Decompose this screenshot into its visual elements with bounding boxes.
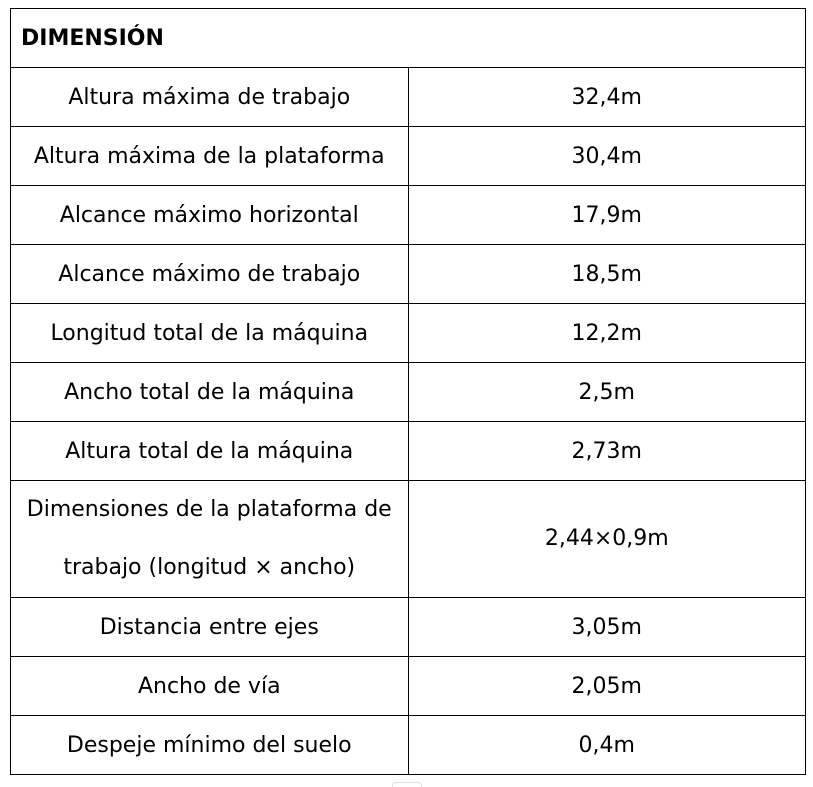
row-value: 2,5m xyxy=(408,363,806,422)
table-row xyxy=(11,657,806,716)
row-label: Alcance máximo horizontal xyxy=(11,186,409,245)
row-label: Altura total de la máquina xyxy=(11,422,409,481)
row-label: Despeje mínimo del suelo xyxy=(11,716,409,775)
row-value: 12,2m xyxy=(408,304,806,363)
table-row xyxy=(11,598,806,657)
table-row xyxy=(11,127,806,186)
dimension-table xyxy=(10,8,806,775)
row-label: Ancho de vía xyxy=(11,657,409,716)
row-value: 2,05m xyxy=(408,657,806,716)
table-row xyxy=(11,304,806,363)
row-label: Distancia entre ejes xyxy=(11,598,409,657)
table-row xyxy=(11,363,806,422)
row-label: Dimensiones de la plataforma de trabajo (longitud × ancho) xyxy=(11,481,409,598)
table-row xyxy=(11,186,806,245)
row-label: Altura máxima de la plataforma xyxy=(11,127,409,186)
row-value: 2,73m xyxy=(408,422,806,481)
row-value: 2,44×0,9m xyxy=(408,481,806,598)
table-row xyxy=(11,716,806,775)
row-value: 30,4m xyxy=(408,127,806,186)
table-row xyxy=(11,422,806,481)
table-header: DIMENSIÓN xyxy=(11,9,806,68)
scroll-handle xyxy=(392,782,422,787)
row-value: 18,5m xyxy=(408,245,806,304)
row-value: 17,9m xyxy=(408,186,806,245)
row-label: Altura máxima de trabajo xyxy=(11,68,409,127)
row-label: Alcance máximo de trabajo xyxy=(11,245,409,304)
row-value: 3,05m xyxy=(408,598,806,657)
row-label: Longitud total de la máquina xyxy=(11,304,409,363)
table-row xyxy=(11,245,806,304)
row-value: 32,4m xyxy=(408,68,806,127)
table-header-row xyxy=(11,9,806,68)
table-row xyxy=(11,481,806,598)
row-value: 0,4m xyxy=(408,716,806,775)
table-row xyxy=(11,68,806,127)
row-label: Ancho total de la máquina xyxy=(11,363,409,422)
